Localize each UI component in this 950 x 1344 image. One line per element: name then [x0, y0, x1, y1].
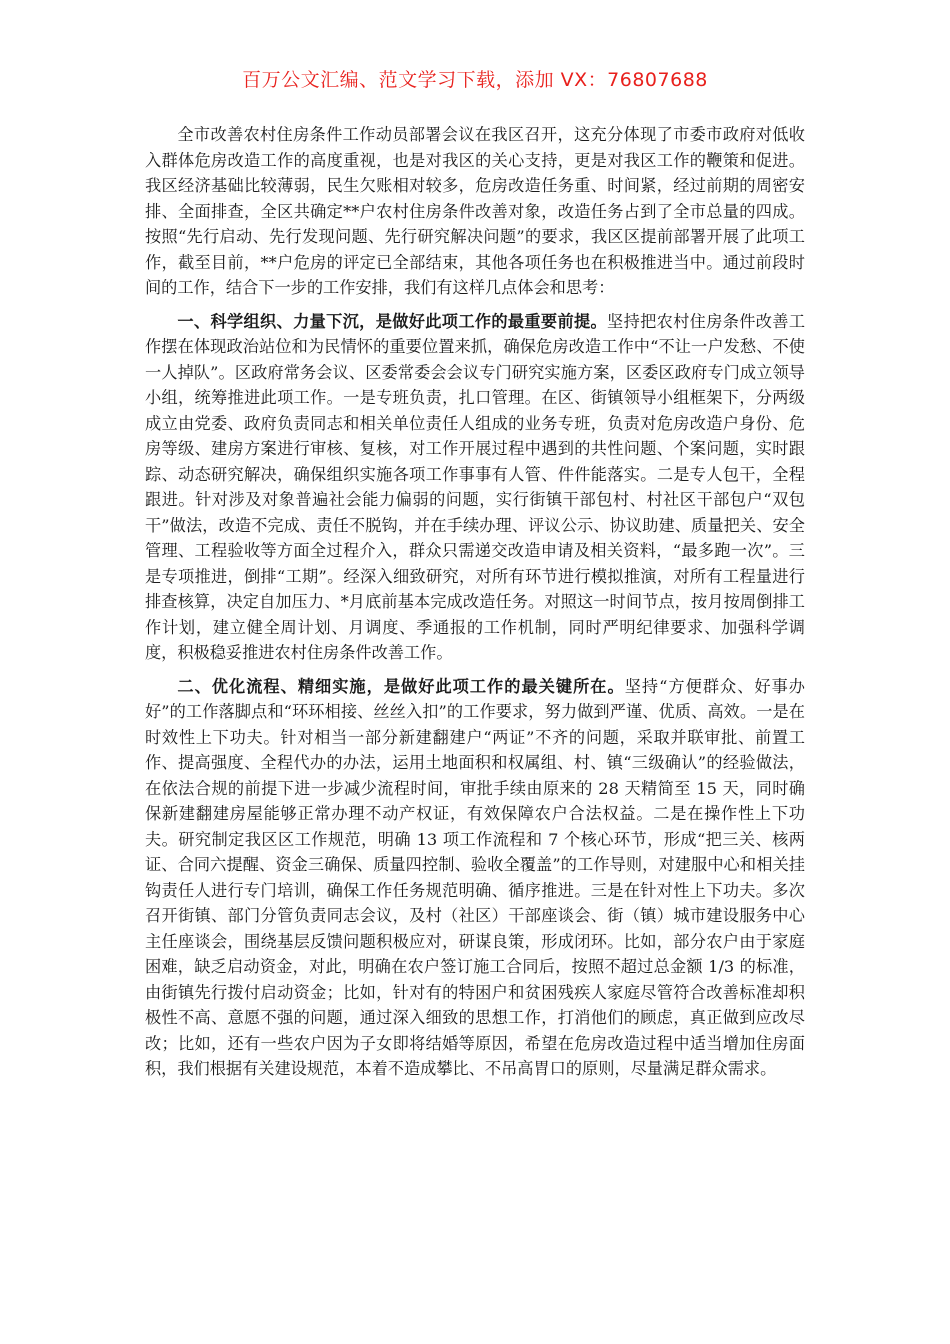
paragraph-text: 坚持把农村住房条件改善工作摆在体现政治站位和为民情怀的重要位置来抓，确保危房改造工作中“不让一户发愁、不使一人掉队”。区政府常务会议、区委常委会会议专门研究实施方案，区委区政府专门成立领导小组，统筹推进此项工作。一是专班负责，扎口管理。在区、街镇领导小组框架下，分两级成立由党委、政府负责同志和相关单位责任人组成的业务专班，负责对危房改造户身份、危房等级、建房方案进行审核、复核，对工作开展过程中遇到的共性问题、个案问题，实时跟踪、动态研究解决，确保组织实施各项工作事事有人管、件件能落实。二是专人包干，全程跟进。针对涉及对象普遍社会能力偏弱的问题，实行街镇干部包村、村社区干部包户“双包干”做法，改造不完成、责任不脱钩，并在手续办理、评议公示、协议助建、质量把关、安全管理、工程验收等方面全过程介入，群众只需递交改造申请及相关资料，“最多跑一次”。三是专项推进，倒排“工期”。经深入细致研究，对所有环节进行模拟推演，对所有工程量进行排查核算，决定自加压力、*月底前基本完成改造任务。对照这一时间节点，按月按周倒排工作计划，建立健全周计划、月调度、季通报的工作机制，同时严明纪律要求、加强科学调度，积极稳妥推进农村住房条件改善工作。: [145, 311, 806, 662]
section-two-heading: 二、优化流程、精细实施，是做好此项工作的最关键所在。: [177, 676, 625, 696]
paragraph-text: 坚持“方便群众、好事办好”的工作落脚点和“环环相接、丝丝入扣”的工作要求，努力做到严谨、优质、高效。一是在时效性上下功夫。针对相当一部分新建翻建户“两证”不齐的问题，采取并联审批、前置工作、提高强度、全程代办的办法，运用土地面积和权属组、村、镇“三级确认”的经验做法，在依法合规的前提下进一步减少流程时间，审批手续由原来的 28 天精简至 15 天，同时确保新建翻建房屋能够正常办理不动产权证，有效保障农户合法权益。二是在操作性上下功夫。研究制定我区区工作规范，明确 13 项工作流程和 7 个核心环节，形成“把三关、核两证、合同六提醒、资金三确保、质量四控制、验收全覆盖”的工作导则，对建服中心和相关挂钩责任人进行专门培训，确保工作任务规范明确、循序推进。三是在针对性上下功夫。多次召开街镇、部门分管负责同志会议，及村（社区）干部座谈会、街（镇）城市建设服务中心主任座谈会，围绕基层反馈问题积极应对，研谋良策，形成闭环。比如，部分农户由于家庭困难，缺乏启动资金，对此，明确在农户签订施工合同后，按照不超过总金额 1/3 的标准，由街镇先行拨付启动资金；比如，针对有的特困户和贫困残疾人家庭尽管符合改善标准却积极性不高、意愿不强的问题，通过深入细致的思想工作，打消他们的顾虑，真正做到应改尽改；比如，还有一些农户因为子女即将结婚等原因，希望在危房改造过程中适当增加住房面积，我们根据有关建设规范，本着不造成攀比、不吊高胃口的原则，尽量满足群众需求。: [145, 676, 805, 1078]
article-body: [145, 122, 805, 1082]
intro-paragraph: [145, 122, 805, 301]
paragraph-text: 全市改善农村住房条件工作动员部署会议在我区召开，这充分体现了市委市政府对低收入群体危房改造工作的高度重视，也是对我区的关心支持，更是对我区工作的鞭策和促进。我区经济基础比较薄弱，民生欠账相对较多，危房改造任务重、时间紧，经过前期的周密安排、全面排查，全区共确定**户农村住房条件改善对象，改造任务占到了全市总量的四成。按照“先行启动、先行发现问题、先行研究解决问题”的要求，我区区提前部署开展了此项工作，截至目前，**户危房的评定已全部结束，其他各项任务也在积极推进当中。通过前段时间的工作，结合下一步的工作安排，我们有这样几点体会和思考：: [145, 125, 805, 297]
section-one-heading: 一、科学组织、力量下沉，是做好此项工作的最重要前提。: [177, 311, 608, 331]
section-one-paragraph: [145, 309, 805, 666]
section-two-paragraph: [145, 674, 805, 1082]
promo-header: 百万公文汇编、范文学习下载，添加 VX：76807688: [242, 69, 708, 91]
